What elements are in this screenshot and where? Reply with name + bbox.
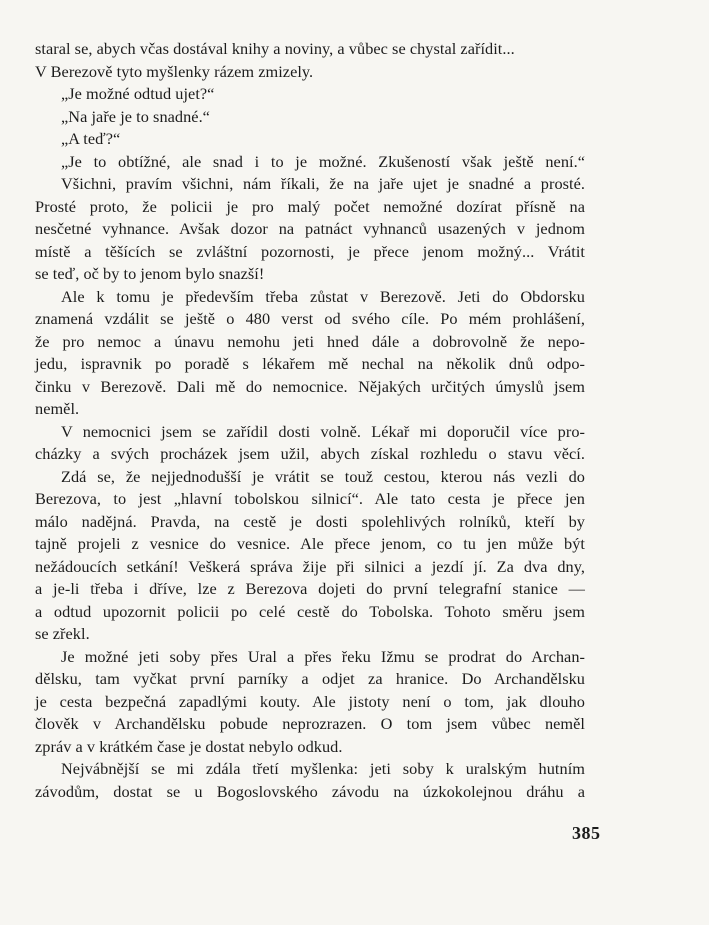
page-body	[35, 38, 585, 803]
text-line: se teď, oč by to jenom bylo snazší!	[35, 264, 265, 283]
text-line: „Je možné odtud ujet?“	[61, 84, 215, 103]
text-line: neměl.	[35, 399, 80, 418]
text-line: Berezova, to jest „hlavní tobolskou silnicí“. Ale tato cesta je přece jen	[35, 489, 585, 508]
text-line: Je možné jeti soby přes Ural a přes řeku Ižmu se prodrat do Archan-	[61, 646, 585, 666]
text-line: staral se, abych včas dostával knihy a noviny, a vůbec se chystal zařídit...	[35, 39, 515, 58]
text-line: V Berezově tyto myšlenky rázem zmizely.	[35, 61, 314, 81]
text-line: a je-li třeba i dříve, lze z Berezova dojeti do první telegrafní stanice —	[35, 579, 585, 598]
text-line: Prosté proto, že policii je pro malý počet nemožné dozírat přísně na	[35, 196, 585, 216]
text-line: místě a těšících se zvláštní pozornosti, je přece jenom možný... Vrátit	[35, 241, 585, 261]
text-line: jedu, ispravnik po poradě s lékařem mě nechal na několik dnů odpo-	[35, 354, 585, 373]
text-line: málo nadějná. Pravda, na cestě je dosti spolehlivých rolníků, kteří by	[35, 511, 585, 531]
text-line: tajně projeli z vesnice do vesnice. Ale přece jenom, co tu jen může být	[35, 534, 585, 553]
text-line: Všichni, pravím všichni, nám říkali, že na jaře ujet je snadné a prosté.	[61, 174, 585, 193]
text-line: cházky a svých procházek jsem užil, abych získal rozhledu o stavu věcí.	[35, 444, 585, 463]
text-line: člověk v Archandělsku pobude neprozrazen. O tom jsem vůbec neměl	[35, 714, 585, 733]
text-line: nežádoucích setkání! Veškerá správa žije při silnici a jezdí jí. Za dva dny,	[35, 556, 585, 576]
text-line: se zřekl.	[35, 624, 90, 643]
text-line: a odtud upozornit policii po celé cestě do Tobolska. Tohoto směru jsem	[35, 601, 585, 621]
text-line: „A teď?“	[61, 129, 121, 148]
text-line: „Na jaře je to snadné.“	[61, 106, 210, 126]
text-line: nesčetné vyhnance. Avšak dozor na patnáct vyhnanců usazených v jednom	[35, 219, 585, 238]
text-line: že pro nemoc a únavu nemohu jeti hned dále a dobrovolně že nepo-	[35, 331, 585, 351]
text-line: Nejvábnější se mi zdála třetí myšlenka: jeti soby k uralským hutním	[61, 759, 585, 778]
text-line: činku v Berezově. Dali mě do nemocnice. Nějakých určitých úmyslů jsem	[35, 376, 585, 396]
text-line: závodům, dostat se u Bogoslovského závodu na úzkokolejnou dráhu a	[35, 781, 585, 801]
text-line: je cesta bezpečná zapadlými kouty. Ale jistoty není o tom, jak dlouho	[35, 691, 585, 711]
text-line: zpráv a v krátkém čase je dostat nebylo odkud.	[35, 736, 343, 756]
text-line: V nemocnici jsem se zařídil dosti volně. Lékař mi doporučil více pro-	[61, 421, 585, 441]
text-line: „Je to obtížné, ale snad i to je možné. Zkušeností však ještě není.“	[61, 151, 585, 171]
text-line: znamená vzdálit se ještě o 480 verst od svého cíle. Po mém prohlášení,	[35, 309, 585, 328]
text-line: Zdá se, že nejjednodušší je vrátit se touž cestou, kterou nás vezli do	[61, 466, 585, 486]
page-number: 385	[572, 823, 601, 843]
text-line: Ale k tomu je především třeba zůstat v Berezově. Jeti do Obdorsku	[61, 286, 585, 306]
text-line: dělsku, tam vyčkat první parníky a odjet za hranice. Do Archandělsku	[35, 669, 585, 688]
